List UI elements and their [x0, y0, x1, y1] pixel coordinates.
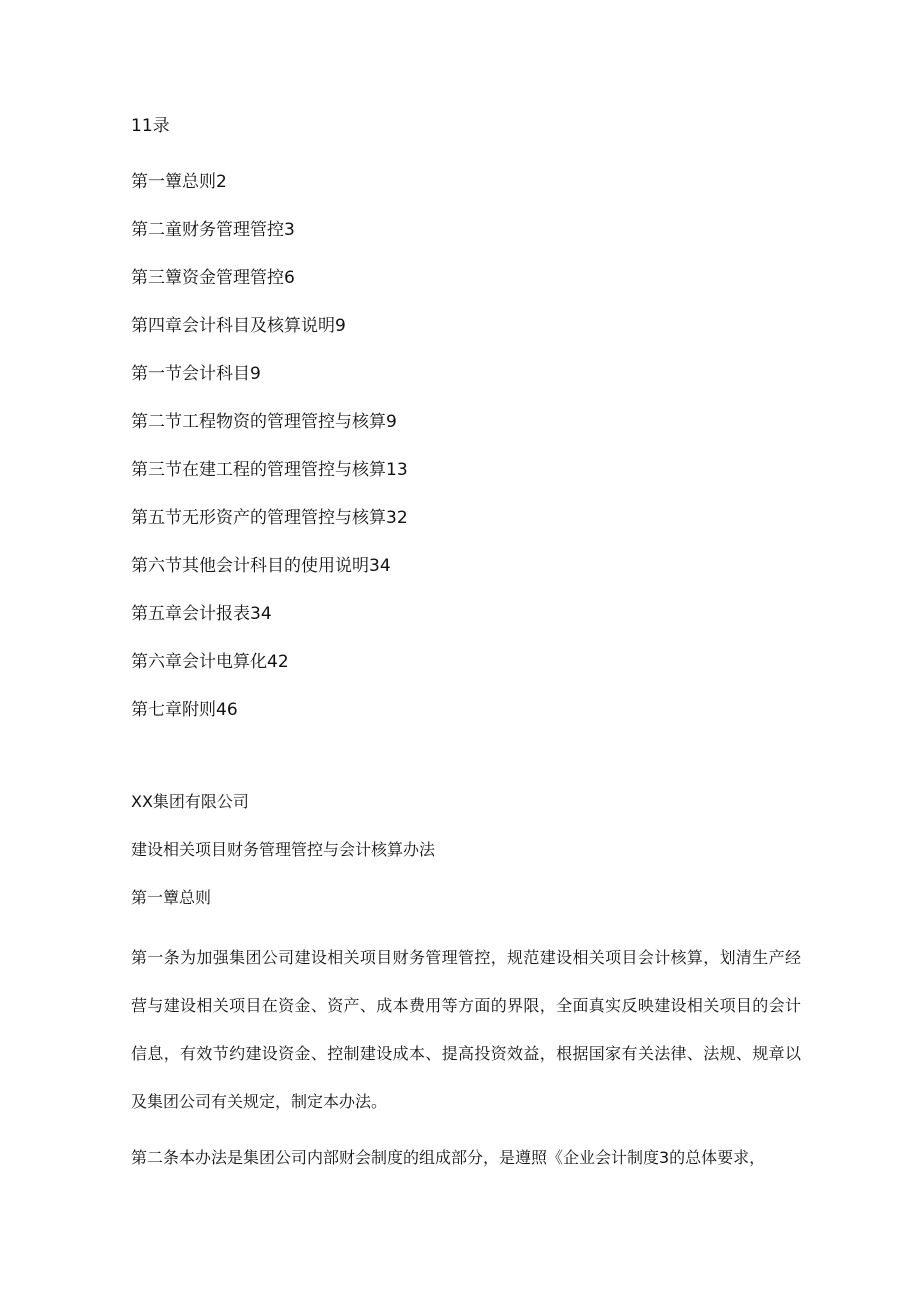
company-name: XX集团有限公司	[131, 792, 249, 811]
toc-item: 第六章会计电算化42	[131, 652, 289, 672]
toc-item: 第三簟资金管理管控6	[131, 268, 295, 288]
toc-item: 第七章附则46	[131, 700, 238, 720]
toc-item: 第四章会计科目及核算说明9	[131, 316, 346, 336]
toc-item: 第二节工程物资的管理管控与核算9	[131, 412, 397, 432]
toc-item: 第一簟总则2	[131, 172, 227, 192]
toc-item: 第五章会计报表34	[131, 604, 272, 624]
paragraph: 第一条为加强集团公司建设相关项目财务管理管控，规范建设相关项目会计核算，划清生产经营与建设相关项目在资金、资产、成本费用等方面的界限，全面真实反映建设相关项目的会计信息，有效节约建设资金、控制建设成本、提高投资效益，根据国家有关法律、法规、规章以及集团公司有关规定，制定本办法。	[131, 948, 801, 1111]
document-title: 建设相关项目财务管理管控与会计核算办法	[131, 840, 436, 859]
toc-item: 第二童财务管理管控3	[131, 220, 295, 240]
toc-item: 第一节会计科目9	[131, 364, 261, 384]
paragraph: 第二条本办法是集团公司内部财会制度的组成部分，是遵照《企业会计制度3的总体要求，	[131, 1148, 766, 1167]
toc-heading: 11录	[131, 116, 170, 136]
toc-item: 第五节无形资产的管理管控与核算32	[131, 508, 408, 528]
toc-item: 第六节其他会计科目的使用说明34	[131, 556, 391, 576]
table-of-contents	[131, 170, 408, 746]
document-body	[131, 790, 801, 1182]
chapter-title: 第一簟总则	[131, 888, 212, 907]
toc-item: 第三节在建工程的管理管控与核算13	[131, 460, 408, 480]
